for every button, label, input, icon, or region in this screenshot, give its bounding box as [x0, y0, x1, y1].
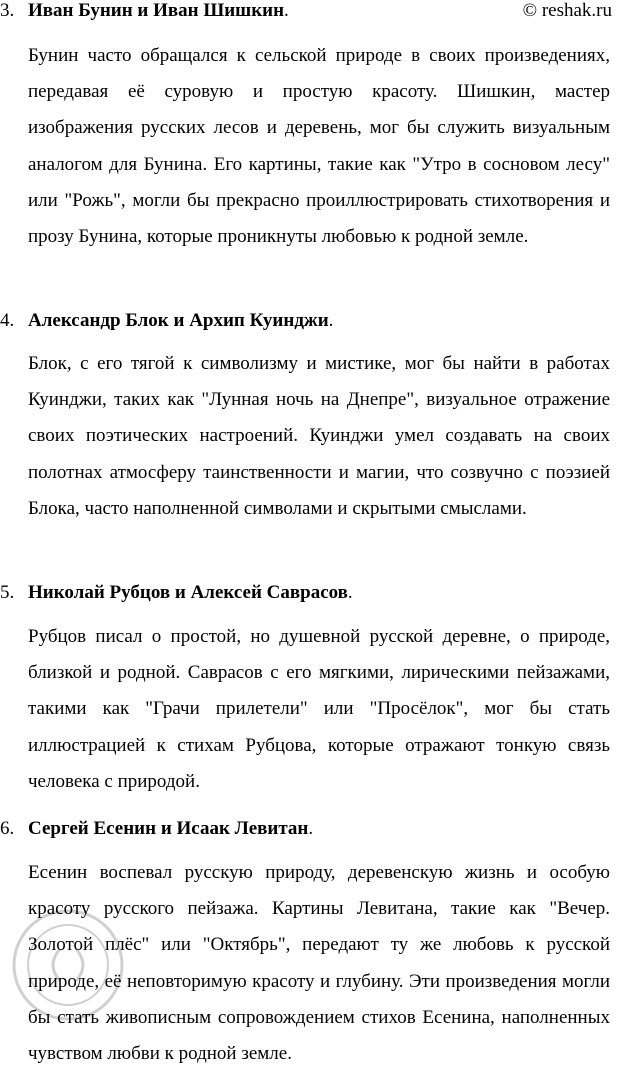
watermark-text: © reshak.ru: [522, 0, 612, 21]
section-title: Александр Блок и Архип Куинджи: [28, 310, 329, 331]
section-title: Николай Рубцов и Алексей Саврасов: [28, 582, 348, 603]
section-title-period: .: [284, 0, 289, 21]
section-heading-6: [0, 818, 313, 840]
section-paragraph-6: Есенин воспевал русскую природу, деревенскую жизнь и особую красоту русского пейзажа. Картины Левитана, такие как "Вечер. Золотой плёс" или "Октябрь", передают ту же любовь к русской природе, её неповторимую красоту и глубину. Эти произведения могли бы стать живописным сопровождением стихов Есенина, наполненных чувством любви к родной земле.: [28, 862, 610, 1065]
section-title-period: .: [347, 582, 353, 603]
section-title-period: .: [308, 818, 314, 839]
section-title: Сергей Есенин и Исаак Левитан: [28, 818, 309, 839]
section-paragraph-3: Бунин часто обращался к сельской природе в своих произведениях, передавая её суровую и простую красоту. Шишкин, мастер изображения русских лесов и деревень, мог бы служить визуальным аналогом для Бунина. Его картины, такие как "Утро в сосновом лесу" или "Рожь", могли бы прекрасно проиллюстрировать стихотворения и прозу Бунина, которые проникнуты любовью к родной земле.: [28, 45, 610, 248]
section-number: 6.: [0, 818, 15, 839]
section-number: 4.: [0, 310, 15, 331]
section-paragraph-5: Рубцов писал о простой, но душевной русской деревне, о природе, близкой и родной. Саврасов с его мягкими, лирическими пейзажами, такими как "Грачи прилетели" или "Просёлок", мог бы стать иллюстрацией к стихам Рубцова, которые отражают тонкую связь человека с природой.: [28, 626, 610, 792]
section-title: Иван Бунин и Иван Шишкин: [28, 0, 285, 21]
section-number: 3.: [0, 0, 15, 21]
section-heading-4: [0, 310, 333, 332]
section-number: 5.: [0, 582, 15, 603]
section-heading-5: [0, 582, 353, 604]
section-heading-3: [0, 0, 289, 22]
section-title-period: .: [328, 310, 334, 331]
section-paragraph-4: Блок, с его тягой к символизму и мистике, мог бы найти в работах Куинджи, таких как "Лунная ночь на Днепре", визуальное отражение своих поэтических настроений. Куинджи умел создавать на своих полотнах атмосферу таинственности и магии, что созвучно с поэзией Блока, часто наполненной символами и скрытыми смыслами.: [28, 353, 610, 519]
